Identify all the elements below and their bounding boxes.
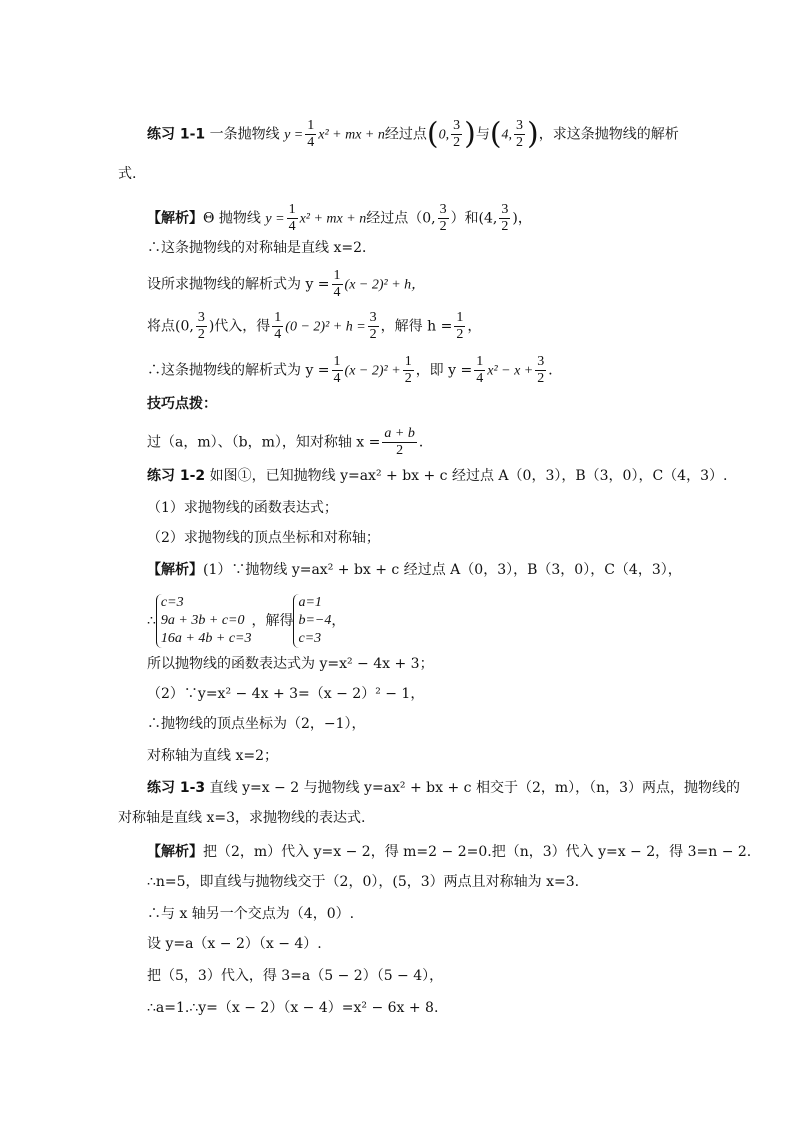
tip-text: 过（a，m）、（b，m），知对称轴 x = $\frac{a + b}{2}$ ．	[147, 426, 433, 458]
exercise-1-2-q2: （2）求抛物线的顶点坐标和对称轴；	[147, 530, 380, 546]
exercise-text: ，求这条抛物线的解析	[538, 126, 679, 143]
math: 4,	[501, 127, 513, 143]
exercise-text: 一条抛物线	[205, 126, 285, 143]
exercise-1-2-q1: （1）求抛物线的函数表达式；	[147, 500, 338, 516]
fraction: $\frac{1}{2}$	[456, 310, 464, 342]
solution-1-2-line5: ∴抛物线的顶点坐标为（2，−1），	[147, 716, 366, 732]
solution-text: Θ 抛物线	[203, 210, 266, 227]
fraction: $\frac{1}{4}$	[274, 310, 282, 342]
exercise-label: 练习 1-1	[147, 126, 206, 143]
fraction: $\frac{3}{2}$	[439, 202, 447, 234]
solution-text: )，	[512, 210, 532, 227]
solution-1-1-line4: 将点(0, $\frac{3}{2}$ )代入，得 $\frac{1}{4}$ (0 − 2)² + h = $\frac{3}{2}$ ，解得 h = $\frac{1}{2}$ ，	[147, 310, 482, 342]
fraction: $\frac{3}{2}$	[197, 310, 205, 342]
equation-system: c=3 9a + 3b + c=0 16a + 4b + c=3	[156, 594, 252, 648]
math: y =	[284, 127, 304, 143]
solution-1-1-line1	[147, 202, 532, 235]
solution-text: 经过点（0,	[366, 210, 436, 227]
fraction: $\frac{3}{2}$	[501, 202, 509, 234]
exercise-1-1-line1: 练习 1-1 一条抛物线 y = $\frac{1}{4}$ x² + mx + n经过点(0, $\frac{3}{2}$ )与(4, $\frac{3}{2}$ )，求这条抛物线的解析	[147, 116, 679, 152]
solution-1-3-line2: ∴n=5，即直线与抛物线交于（2，0），(5，3）两点且对称轴为 x=3.	[147, 874, 580, 890]
solution-1-1-line5: ∴这条抛物线的解析式为 y = $\frac{1}{4}$ (x − 2)² + $\frac{1}{2}$ ，即 y = $\frac{1}{4}$ x² − x + $\frac{3}{2}$ ．	[147, 354, 563, 386]
fraction: $\frac{1}{4}$	[333, 268, 341, 300]
math: x² + mx + n	[318, 127, 385, 143]
fraction: $\frac{1}{4}$	[476, 354, 484, 386]
exercise-1-1-line2: 式.	[118, 166, 137, 182]
solution-label: 【解析】	[147, 210, 203, 227]
math: 0,	[438, 127, 450, 143]
fraction: $\frac{1}{4}$	[307, 118, 315, 150]
fraction: $\frac{1}{4}$	[288, 202, 296, 234]
exercise-1-2-line1: 练习 1-2 如图①，已知抛物线 y=ax² + bx + c 经过点 A（0，3），B（3，0），C（4，3）.	[147, 468, 728, 484]
exercise-label: 练习 1-2	[147, 468, 206, 484]
solution-1-2-line4: （2）∵y=x² − 4x + 3=（x − 2）² − 1，	[147, 686, 425, 702]
fraction: $\frac{3}{2}$	[537, 354, 545, 386]
fraction: $\frac{1}{4}$	[333, 354, 341, 386]
solution-1-3-line1: 【解析】把（2，m）代入 y=x − 2，得 m=2 − 2=0.把（n，3）代入 y=x − 2，得 3=n − 2.	[147, 844, 752, 860]
exercise-1-3-line1: 练习 1-3 直线 y=x − 2 与抛物线 y=ax² + bx + c 相交于（2，m），（n，3）两点，抛物线的	[147, 780, 741, 796]
solution-1-3-line4: 设 y=a（x − 2）（x − 4）.	[147, 936, 322, 952]
exercise-label: 练习 1-3	[147, 780, 206, 796]
solution-1-1-line3: 设所求抛物线的解析式为 y = $\frac{1}{4}$ (x − 2)² + h，	[147, 268, 426, 300]
solution-1-1-line2: ∴这条抛物线的对称轴是直线 x=2．	[147, 240, 376, 256]
math: y =	[265, 211, 285, 227]
solution-label: 【解析】	[147, 562, 203, 578]
solution-1-3-line3: ∴与 x 轴另一个交点为（4，0）.	[147, 906, 355, 922]
fraction: $\frac{a + b}{2}$	[384, 426, 415, 458]
exercise-1-3-line2: 对称轴是直线 x=3，求抛物线的表达式.	[118, 810, 366, 826]
math: x² + mx + n	[299, 211, 367, 227]
exercise-text: 经过点	[384, 126, 427, 143]
tip-title: 技巧点拨：	[147, 396, 217, 412]
exercise-text: 与	[475, 126, 490, 143]
solution-1-2-system: ∴ c=3 9a + 3b + c=0 16a + 4b + c=3 ，解得 a=1 b=−4 c=3 ，	[147, 595, 346, 646]
fraction: $\frac{3}{2}$	[369, 310, 377, 342]
solution-1-2-line6: 对称轴为直线 x=2；	[147, 748, 278, 764]
solution-1-2-line3: 所以抛物线的函数表达式为 y=x² − 4x + 3；	[147, 656, 434, 672]
fraction: $\frac{1}{2}$	[404, 354, 412, 386]
fraction: $\frac{3}{2}$	[516, 118, 524, 150]
solution-1-2-line1: 【解析】(1）∵抛物线 y=ax² + bx + c 经过点 A（0，3），B（3，0），C（4，3），	[147, 562, 682, 578]
equation-system-solution: a=1 b=−4 c=3	[293, 594, 331, 648]
solution-text: ）和(4,	[450, 210, 498, 227]
solution-1-3-line5: 把（5，3）代入，得 3=a（5 − 2）（5 − 4），	[147, 968, 444, 984]
fraction: $\frac{3}{2}$	[453, 118, 461, 150]
solution-label: 【解析】	[147, 844, 203, 860]
solution-1-3-line6: ∴a=1.∴y=（x − 2）（x − 4）=x² − 6x + 8.	[147, 1000, 439, 1016]
